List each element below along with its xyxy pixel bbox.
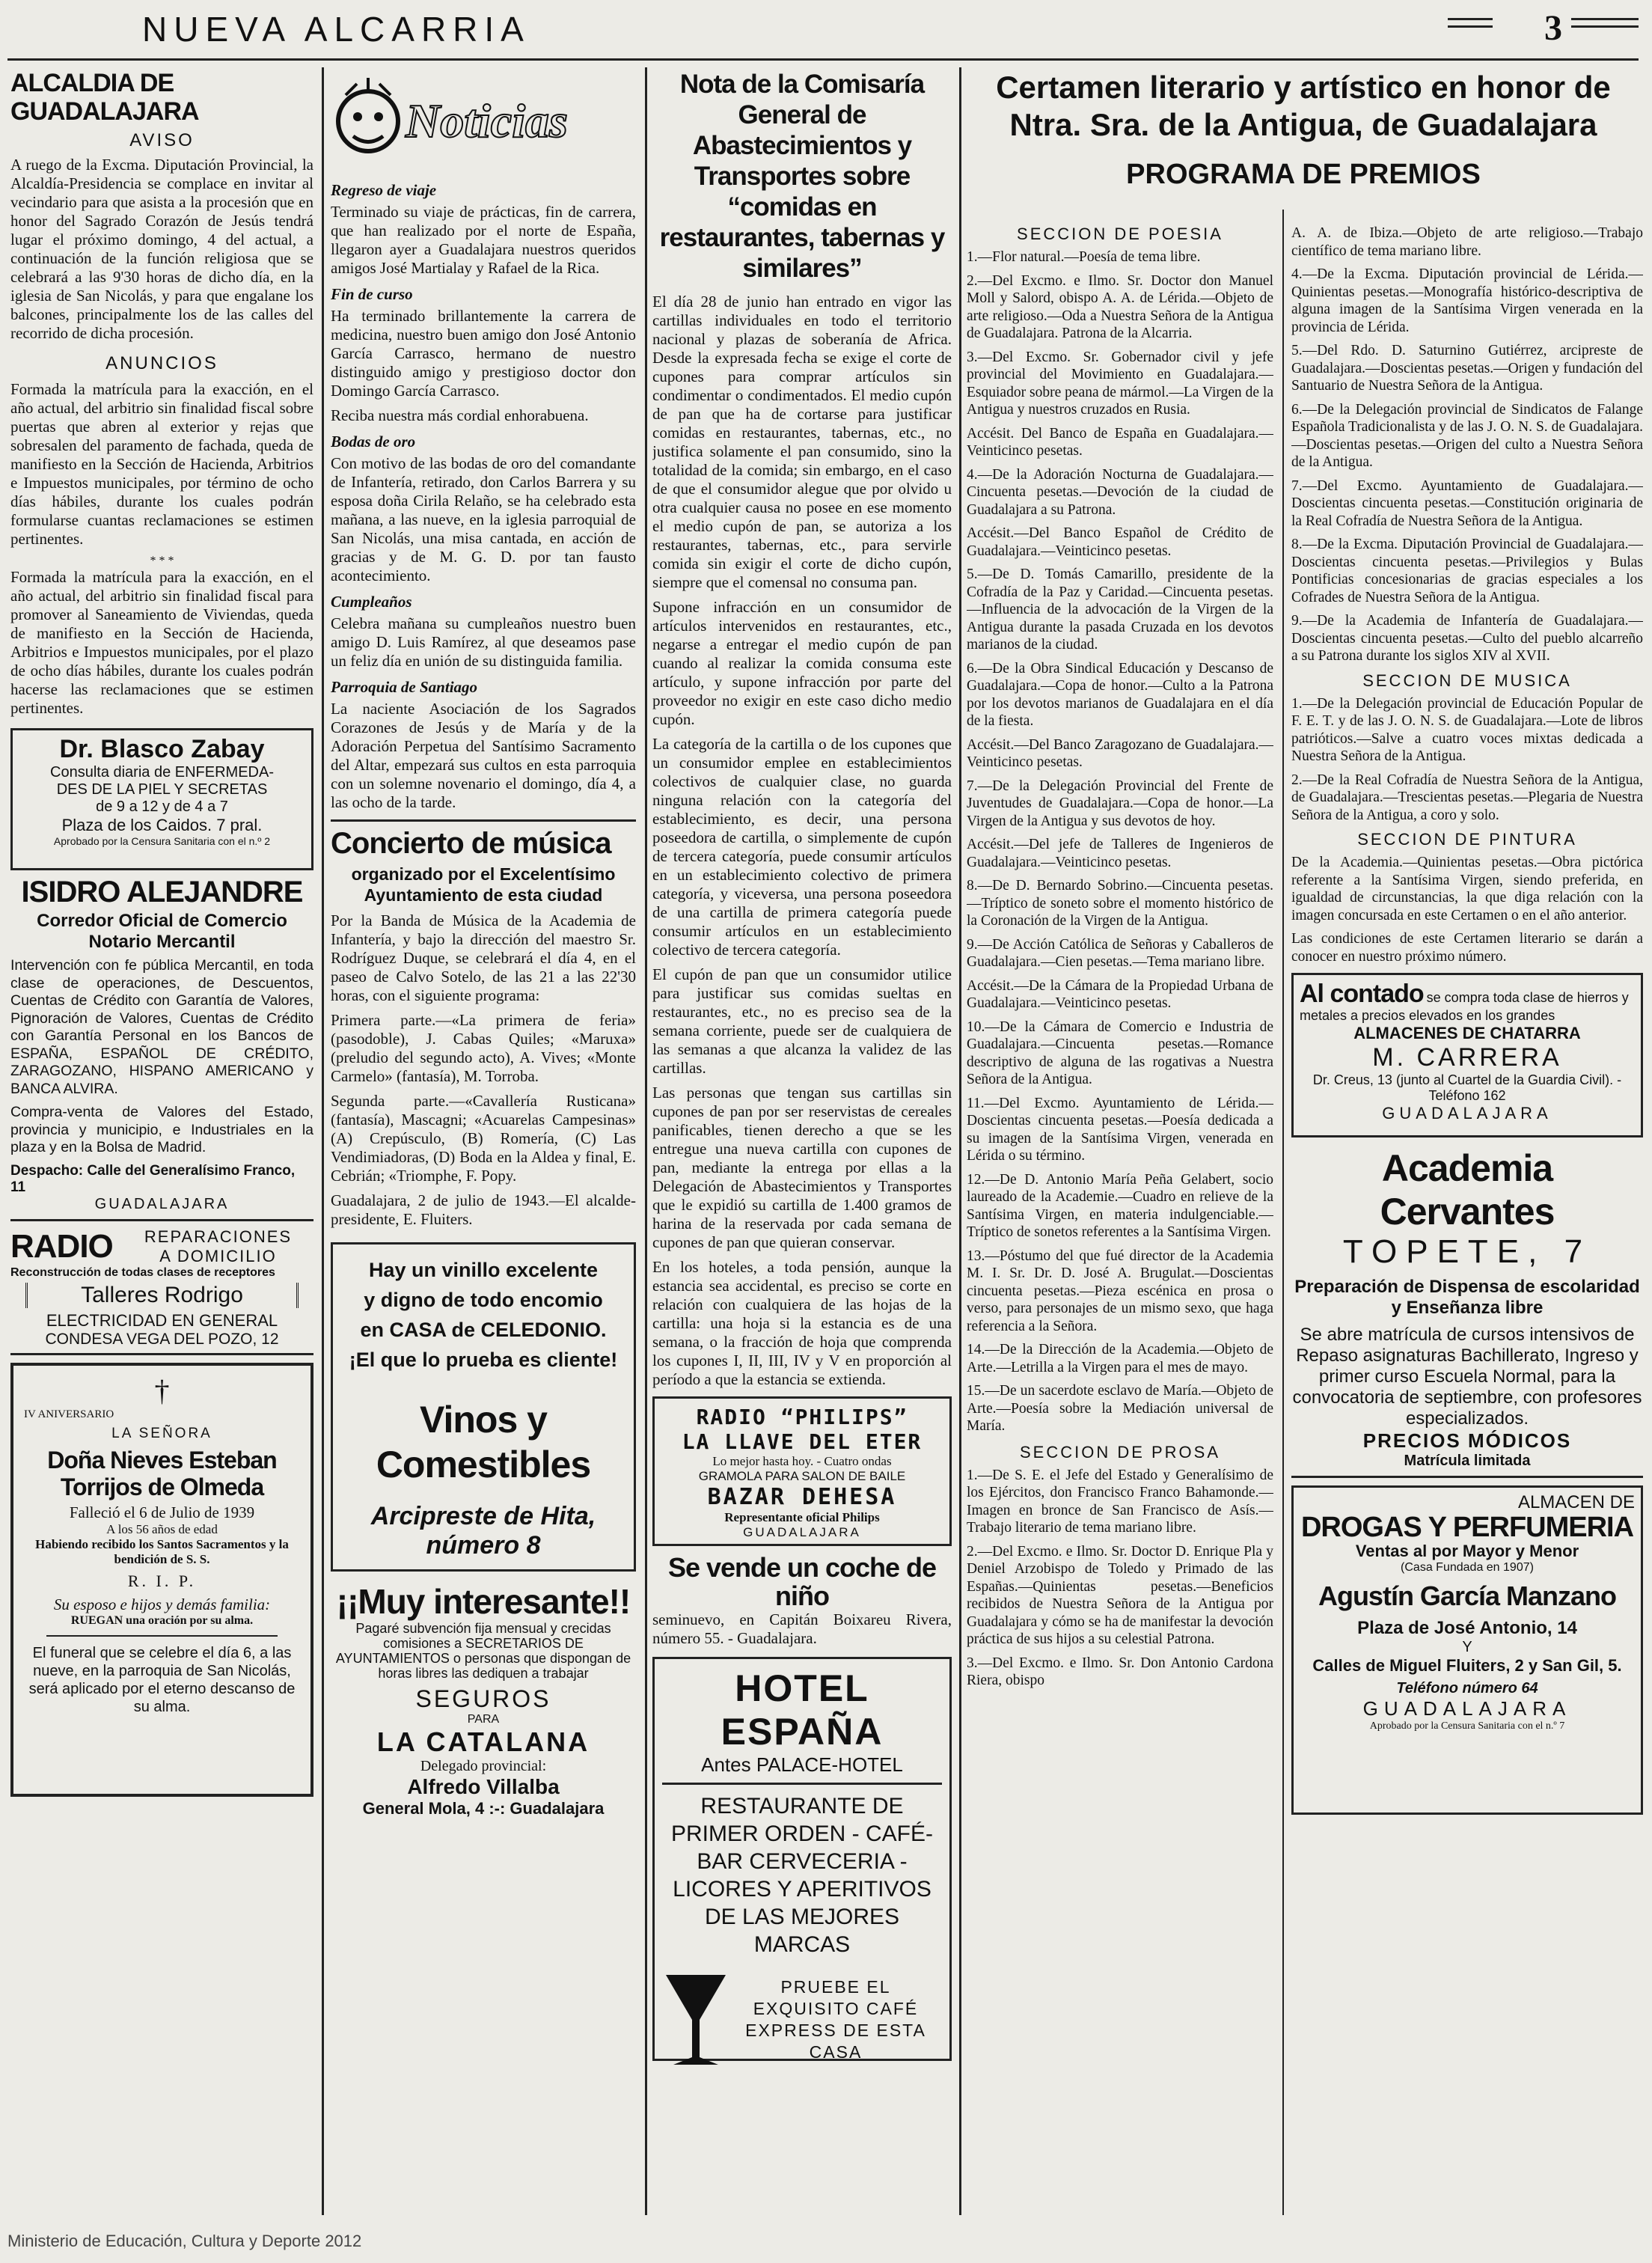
premio-poesia-item: Accésit.—Del Banco Español de Crédito de Guadalajara.—Veinticinco pesetas. bbox=[967, 525, 1273, 559]
obit-aniv: IV ANIVERSARIO bbox=[24, 1408, 114, 1420]
premio-poesia-item: 6.—De la Obra Sindical Educación y Descanso de Guadalajara.—Copa de honor.—Culto a la Patrona por los devotos marianos de Guadalajara en el día de la fiesta. bbox=[967, 660, 1273, 729]
contado-ad bbox=[1291, 973, 1643, 1137]
blasco-line-3: de 9 a 12 y de 4 a 7 bbox=[96, 798, 228, 815]
nota-p5: Las personas que tengan sus cartillas sin cupones de pan por ser reservistas de cereales panificables, tienen derecho a que se les entregue una nueva cartilla con cupones de pan, mediante la entrega por ellas a la Delegación de Abastecimientos y Transportes que le expidió su cartilla de 1.400 gramos de harina de la reservada por cada semana de cupones de pan que quieran conservar. bbox=[652, 1084, 952, 1251]
contado-carrera: M. CARRERA bbox=[1372, 1043, 1562, 1072]
drogas-almacen: ALMACEN DE bbox=[1517, 1492, 1635, 1512]
concert-article bbox=[331, 819, 636, 1229]
celed-line-2: y digno de todo encomio bbox=[364, 1289, 603, 1311]
column-2 bbox=[331, 69, 636, 2224]
para: PARA bbox=[467, 1713, 500, 1726]
alcaldia-title: ALCALDIA DE GUADALAJARA bbox=[10, 69, 199, 126]
aviso-label: AVISO bbox=[129, 130, 195, 150]
academia-address: TOPETE, 7 bbox=[1342, 1233, 1592, 1270]
drogas-ventas: Ventas al por Mayor y Menor bbox=[1355, 1542, 1579, 1560]
drogas-plaza: Plaza de José Antonio, 14 bbox=[1357, 1618, 1577, 1638]
nota-p2: Supone infracción en un consumidor de artículos intervenidos en restaurantes, etc., negarse a entregar el medio cupón de pan cuando al realizar la comida consuma este artículo, y supone infracción por parte del proveedor no exigir en este caso dicho medio cupón. bbox=[652, 598, 952, 728]
radio-line-2: A DOMICILIO bbox=[159, 1246, 277, 1265]
news-1-title: Regreso de viaje bbox=[331, 181, 437, 199]
obit-sac: Habiendo recibido los Santos Sacramentos y la bendición de S. S. bbox=[35, 1536, 289, 1566]
premio-poesia-item: 11.—Del Excmo. Ayuntamiento de Lérida.—Doscientas cincuenta pesetas.—Poesía dedicada a su imagen de la Santísima Virgen, venerada en Lérida o su término. bbox=[967, 1095, 1273, 1164]
news-5-text: La naciente Asociación de los Sagrados Corazones de Jesús y de María y de la Adoración Perpetua del Santísimo Sacramento del Altar, empezará sus cultos en esta parroquia con un solemne novenario el domingo, día 4, a las ocho de la tarde. bbox=[331, 700, 636, 811]
philips-line-6: Representante oficial Philips bbox=[724, 1510, 880, 1524]
celed-line-3: en CASA de CELEDONIO. bbox=[360, 1319, 607, 1341]
column-4b bbox=[1291, 225, 1643, 2223]
academia-ad bbox=[1291, 1146, 1643, 1478]
news-2-text: Ha terminado brillantemente la carrera de medicina, nuestro buen amigo don José Antonio García Carrasco, hermano de nuestro distinguido amigo y prestigioso doctor don Domingo García Carrasco. bbox=[331, 307, 636, 400]
concert-part-2: Segunda parte.—«Cavallería Rusticana» (fantasía), Mascagni; «Acuarelas Campesinas» (A) Crepúsculo, (B) Romería, (C) Las Vendimiadoras, (D) Boda en la Aldea y final, E. Cebrián; «Triomphe, F. Popy. bbox=[331, 1092, 636, 1185]
radio-line-3: Reconstrucción de todas clases de receptores bbox=[10, 1265, 275, 1279]
seguros: SEGUROS bbox=[415, 1685, 551, 1712]
certamen-title: Certamen literario y artístico en honor de Ntra. Sra. de la Antigua, de Guadalajara bbox=[996, 70, 1611, 142]
column-4a bbox=[967, 225, 1273, 2223]
philips-line-2: LA LLAVE DEL ETER bbox=[682, 1429, 923, 1454]
hotel-name: HOTEL ESPAÑA bbox=[721, 1667, 884, 1753]
philips-ad bbox=[652, 1396, 952, 1546]
premio-poesia-item: Accésit.—Del Banco Zaragozano de Guadalajara.—Veinticinco pesetas. bbox=[967, 736, 1273, 770]
blasco-line-2: DES DE LA PIEL Y SECRETAS bbox=[56, 781, 268, 798]
muy-title: ¡¡Muy interesante!! bbox=[336, 1582, 631, 1621]
hotel-ad bbox=[652, 1657, 952, 2061]
celed-line-4: ¡El que lo prueba es cliente! bbox=[349, 1349, 618, 1371]
blasco-line-5: Aprobado por la Censura Sanitaria con el n.º 2 bbox=[53, 835, 271, 847]
celed-line-1: Hay un vinillo excelente bbox=[368, 1259, 599, 1281]
contado-city: GUADALAJARA bbox=[1382, 1104, 1552, 1123]
news-3-text: Con motivo de las bodas de oro del comandante de Infantería, retirado, don Carlos Barrera y su esposa doña Cirila Relaño, se ha celebrado esta mañana, a las nueve, en la iglesia parroquial de San Nicolás, una misa cantada, en acción de gracias y de M. G. D. por tan fausto acontecimiento. bbox=[331, 454, 636, 584]
isidro-text-2: Compra-venta de Valores del Estado, provincia y municipio, e Industriales en la plaza y en la Bolsa de Madrid. bbox=[10, 1104, 313, 1155]
drogas-ad bbox=[1291, 1485, 1643, 1815]
obit-la: LA SEÑORA bbox=[111, 1425, 212, 1441]
coche-title: Se vende un coche de niño bbox=[667, 1552, 937, 1611]
anuncio-2: Formada la matrícula para la exacción, en el año actual, del arbitrio sin finalidad fiscal para promover al Saneamiento de Viviendas, queda de manifiesto en la Sección de Hacienda, Arbitrios e Impuestos municipales, por el plazo de ocho días hábiles, durante los cuales podrán hacerse las reclamaciones que se estimen pertinentes. bbox=[10, 568, 313, 717]
glass-icon bbox=[662, 1967, 729, 2072]
poesia-list bbox=[967, 248, 1273, 1435]
philips-line-7: GUADALAJARA bbox=[743, 1525, 861, 1539]
blasco-name: Dr. Blasco Zabay bbox=[59, 735, 265, 763]
academia-matricula: Matrícula limitada bbox=[1404, 1453, 1531, 1469]
muy-text: Pagaré subvención fija mensual y crecidas comisiones a SECRETARIOS DE AYUNTAMIENTOS o personas que dispongan de horas libres las dediquen a trabajar bbox=[335, 1621, 631, 1681]
coche-ad bbox=[652, 1554, 952, 1648]
hotel-cafe: PRUEBE EL EXQUISITO CAFÉ EXPRESS DE ESTA CASA bbox=[745, 1977, 926, 2062]
column-1 bbox=[10, 69, 313, 2224]
pintura-text: De la Academia.—Quinientas pesetas.—Obra pictórica referente a la Santísima Virgen, siendo preferida, en igualdad de circunstancias, la que diga relación con la imagen concursada en este Certamen o en el año anterior. bbox=[1291, 855, 1643, 923]
prosa-list bbox=[967, 1467, 1273, 1690]
philips-line-4: GRAMOLA PARA SALON DE BAILE bbox=[698, 1469, 906, 1483]
obit-rip: R. I. P. bbox=[127, 1571, 197, 1590]
philips-line-5: BAZAR DEHESA bbox=[707, 1484, 897, 1510]
news-2-text-b: Reciba nuestra más cordial enhorabuena. bbox=[331, 406, 589, 424]
drogas-title: DROGAS Y PERFUMERIA bbox=[1300, 1512, 1634, 1543]
news-5-title: Parroquia de Santiago bbox=[331, 678, 478, 696]
drogas-owner: Agustín García Manzano bbox=[1318, 1581, 1617, 1611]
isidro-text: Intervención con fe pública Mercantil, en toda clase de operaciones, de Descuentos, Cuentas de Crédito con Garantía de Valores, Pignoración de Valores, Cuentas de Crédito con Garantía Personal en los Bancos de ESPAÑA, ESPAÑOL DE CRÉDITO, ZARAGOZANO, HISPANO AMERICANO y BANCA ALVIRA. bbox=[10, 957, 313, 1097]
premio-poesia-item: Accésit. Del Banco de España en Guadalajara.—Veinticinco pesetas. bbox=[967, 425, 1273, 459]
contado-text: se compra toda clase de hierros y metales a precios elevados en los grandes bbox=[1300, 990, 1629, 1023]
contado-title: Al contado bbox=[1300, 980, 1424, 1008]
anuncio-1: Formada la matrícula para la exacción, en el año actual, del arbitrio sin finalidad fiscal sobre puertas que abren al exterior y rejas que sobresalen del paramento de fachada, queda de manifiesto en la Sección de Hacienda, Arbitrios e Impuestos municipales, por término de ocho días hábiles, durante los cuales podrán formularse cuantas reclamaciones se estimen pertinentes. bbox=[10, 380, 313, 548]
obit-name-2: Torrijos de Olmeda bbox=[60, 1473, 264, 1500]
isidro-role-1: Corredor Oficial de Comercio bbox=[37, 911, 287, 931]
news-1-text: Terminado su viaje de prácticas, fin de carrera, que han realizado por el norte de España, llegaron ayer a Guadalajara nuestros queridos amigos José Martialay y Rafael de la Rica. bbox=[331, 203, 636, 277]
catalana-ad bbox=[331, 1582, 636, 1818]
premio-poesia-item: 13.—Póstumo del que fué director de la Academia M. I. Sr. Dr. D. José A. Brugulat.—Doscientas cincuenta pesetas.—Pieza escénica en prosa o verso, para personajes de un mismo sexo, que haga referencia a la Señora. bbox=[967, 1247, 1273, 1334]
nota-p1: El día 28 de junio han entrado en vigor las cartillas individuales en todo el territorio nacional y plazas de soberanía de Africa. Desde la expresada fecha se exige el corte de cupones para comprar artículos sin condimentar o condimentados. El medio cupón de pan que ha de cortarse para justificar comidas en restaurantes, tabernas, etc., no justifica solamente el pan consumido, sino la totalidad de la comida; sin embargo, en el caso de que el consumidor alegue que por olvido u otra cualquier causa no posee en ese momento el medio cupón de pan, se autoriza a los restaurantes, tabernas, etc., para servirle comida sin exigir el corte de dicho cupón, siempre que el comensal no consuma pan. bbox=[652, 293, 952, 591]
catalana-name: LA CATALANA bbox=[376, 1726, 590, 1757]
column-3 bbox=[652, 69, 952, 2224]
masthead bbox=[0, 0, 1652, 67]
obit-name-1: Doña Nieves Esteban bbox=[47, 1446, 277, 1473]
isidro-name: ISIDRO ALEJANDRE bbox=[21, 876, 303, 908]
celedonio-ad bbox=[331, 1242, 636, 1572]
isidro-role-2: Notario Mercantil bbox=[88, 932, 236, 952]
prosa-heading: SECCION DE PROSA bbox=[1019, 1442, 1221, 1462]
obit-family: Su esposo e hijos y demás familia: bbox=[53, 1595, 271, 1613]
academia-text: Se abre matrícula de cursos intensivos de Repaso asignaturas Bachillerato, Ingreso y primer curso Escuela Normal, para la convocatoria de septiembre, con profesores especializados. bbox=[1292, 1325, 1642, 1429]
certamen-header bbox=[967, 69, 1640, 219]
poesia-heading: SECCION DE POESIA bbox=[1017, 225, 1223, 243]
blasco-ad bbox=[10, 728, 313, 870]
concert-text: Por la Banda de Música de la Academia de Infantería, y bajo la dirección del maestro Sr. Rodríguez Duque, se celebrará el día 4, en el paseo de Calvo Sotelo, de las 21 a las 22'30 horas, con el siguiente programa: bbox=[331, 911, 636, 1004]
nota-p4: El cupón de pan que un consumidor utilice para justificar sus comidas sueltas en restaurantes, etc., no es preciso sea de la semana corriente, puede ser de cualquiera de las semanas a que alcanza la validez de las cartillas. bbox=[652, 965, 952, 1077]
philips-line-3: Lo mejor hasta hoy. - Cuatro ondas bbox=[712, 1454, 892, 1468]
premio-poesia-item: 1.—Flor natural.—Poesía de tema libre. bbox=[967, 249, 1201, 265]
radio-line-4: ELECTRICIDAD EN GENERAL bbox=[46, 1310, 278, 1330]
alfredo: Alfredo Villalba bbox=[407, 1775, 560, 1798]
premio-poesia-item: 4.—De la Adoración Nocturna de Guadalajara.—Cincuenta pesetas.—Devoción de la ciudad de Guadalajara a su Patrona. bbox=[967, 466, 1273, 518]
radio-big: RADIO bbox=[10, 1227, 113, 1265]
premio-prosa-item: 1.—De S. E. el Jefe del Estado y Generalísimo de los Ejércitos, don Francisco Franco Bahamonde.—Imagen en bronce de San Francisco de Asís.—Trabajo literario de tema mariano libre. bbox=[967, 1467, 1273, 1536]
concert-date: Guadalajara, 2 de julio de 1943.—El alcalde-presidente, E. Fluiters. bbox=[331, 1191, 636, 1228]
drogas-y: Y bbox=[1462, 1639, 1472, 1655]
academia-name: Academia Cervantes bbox=[1380, 1147, 1555, 1233]
obit-ruegan: RUEGAN una oración por su alma. bbox=[70, 1613, 254, 1627]
drogas-telefono: Teléfono número 64 bbox=[1396, 1680, 1538, 1697]
premio-poesia-item: 15.—De un sacerdote esclavo de María.—Objeto de Arte.—Poesía sobre la Mediación universal de María. bbox=[967, 1383, 1273, 1434]
nota-title: Nota de la Comisaría General de Abastecimientos y Transportes sobre “comidas en restaurantes, tabernas y similares” bbox=[659, 70, 945, 283]
isidro-despacho: Despacho: Calle del Generalísimo Franco, 11 bbox=[10, 1162, 296, 1195]
academia-precios: PRECIOS MÓDICOS bbox=[1362, 1429, 1572, 1452]
premio-poesia-item: 7.—De la Delegación Provincial del Frente de Juventudes de Guadalajara.—Copa de honor.—La Virgen de la Antigua y sus devotos de hoy. bbox=[967, 778, 1273, 829]
premio-poesia-item: Accésit.—Del jefe de Talleres de Ingenieros de Guadalajara.—Veinticinco pesetas. bbox=[967, 837, 1273, 870]
noticias-logo bbox=[331, 69, 636, 174]
blasco-line-4: Plaza de los Caidos. 7 pral. bbox=[61, 816, 263, 834]
drogas-censura: Aprobado por la Censura Sanitaria con el n.º 7 bbox=[1369, 1720, 1565, 1732]
anuncios-label: ANUNCIOS bbox=[105, 353, 218, 373]
radio-name: Talleres Rodrigo bbox=[25, 1283, 299, 1308]
academia-prep: Preparación de Dispensa de escolaridad y Enseñanza libre bbox=[1294, 1277, 1640, 1318]
obituary bbox=[10, 1363, 313, 1797]
isidro-ad bbox=[10, 878, 313, 1221]
premio-item: 8.—De la Excma. Diputación Provincial de Guadalajara.—Doscientas cincuenta pesetas.—Privilegios y Bulas Pontificias concesionarias de gracias especiales a los Cofrades de Nuestra Señora de la Antigua. bbox=[1291, 537, 1643, 605]
concert-part-1: Primera parte.—«La primera de feria» (pasodoble), J. Cabas Quiles; «Maruxa» (preludio del segundo acto), A. Vives; «Monte Carmelo» (fantasía), M. Torroba. bbox=[331, 1011, 636, 1085]
obit-cross: † bbox=[154, 1373, 170, 1408]
premio-poesia-item: 14.—De la Dirección de la Academia.—Objeto de Arte.—Letrilla a la Virgen para el mes de mayo. bbox=[967, 1342, 1273, 1375]
radio-ad bbox=[10, 1227, 313, 1355]
noticias-title: Noticias bbox=[406, 94, 568, 147]
drogas-fundada: (Casa Fundada en 1907) bbox=[1401, 1561, 1534, 1574]
concert-title: Concierto de música bbox=[331, 827, 611, 860]
pintura-text-2: Las condiciones de este Certamen literario se darán a conocer en nuestro próximo número. bbox=[1291, 931, 1643, 965]
contado-address: Dr. Creus, 13 (junto al Cuartel de la Guardia Civil). - Teléfono 162 bbox=[1312, 1072, 1622, 1103]
news-4-text: Celebra mañana su cumpleaños nuestro buen amigo D. Luis Ramírez, al que deseamos pase un feliz día en unión de su distinguida familia. bbox=[331, 614, 636, 670]
premio-poesia-item: 8.—De D. Bernardo Sobrino.—Cincuenta pesetas.—Tríptico de soneto sobre el momento histórico de la Coronación de la Virgen de la Antigua. bbox=[967, 878, 1273, 929]
premio-poesia-item: Accésit.—De la Cámara de la Propiedad Urbana de Guadalajara.—Veinticinco pesetas. bbox=[967, 977, 1273, 1011]
premio-prosa-item: 3.—Del Excmo. e Ilmo. Sr. Don Antonio Cardona Riera, obispo bbox=[967, 1655, 1273, 1688]
coche-text: seminuevo, en Capitán Boixareu Rivera, número 55. - Guadalajara. bbox=[652, 1610, 952, 1647]
radio-line-5: CONDESA VEGA DEL POZO, 12 bbox=[45, 1330, 279, 1348]
radio-line-1: REPARACIONES bbox=[144, 1227, 293, 1246]
premio-item: 9.—De la Academia de Infantería de Guadalajara.—Doscientas cincuenta pesetas.—Culto del pueblo alcarreño a su Patrona durante los siglos XIV al XVII. bbox=[1291, 613, 1643, 664]
drogas-calles: Calles de Miguel Fluiters, 2 y San Gil, 5. bbox=[1312, 1656, 1622, 1675]
premio-item: 6.—De la Delegación provincial de Sindicatos de Falange Española Tradicionalista y de las J. O. N. S. de Guadalajara.—Doscientas pesetas.—Origen del culto a Nuestra Señora de la Antigua. bbox=[1291, 401, 1643, 470]
delegado: Delegado provincial: bbox=[420, 1758, 547, 1774]
pintura-heading: SECCION DE PINTURA bbox=[1357, 830, 1577, 849]
premio-poesia-item: 12.—De D. Antonio María Peña Gelabert, socio laureado de la Academie.—Cuadro en relieve de la Santísima Virgen, en materia indulgenciable.—Tríptico de sonetos referentes a la Santísima Virgen. bbox=[967, 1171, 1273, 1240]
news-2-title: Fin de curso bbox=[331, 285, 413, 303]
contado-almacenes: ALMACENES DE CHATARRA bbox=[1353, 1024, 1581, 1042]
newspaper-title: NUEVA ALCARRIA bbox=[142, 10, 530, 49]
obit-funeral: El funeral que se celebre el día 6, a las nueve, en la parroquia de San Nicolás, será aplicado por el eterno descanso de su alma. bbox=[28, 1644, 296, 1715]
hotel-services: RESTAURANTE DE PRIMER ORDEN - CAFÉ-BAR CERVECERIA - LICORES Y APERITIVOS DE LAS MEJORES MARCAS bbox=[670, 1794, 933, 1957]
musica-list bbox=[1291, 695, 1643, 825]
premio-musica-item: 1.—De la Delegación provincial de Educación Popular de F. E. T. y de las J. O. N. S. de Guadalajara.—Lote de libros patrióticos.—Salve a cuatro voces mixtas dedicada a Nuestra Señora de la Antigua. bbox=[1291, 695, 1643, 764]
premios-list-continued bbox=[1291, 225, 1643, 665]
premio-poesia-item: 3.—Del Excmo. Sr. Gobernador civil y jefe provincial del Movimiento en Guadalajara.—Esquiador sobre peana de mármol.—La Virgen de la Antigua y nuestros cruzados en Rusia. bbox=[967, 349, 1273, 418]
drogas-city: GUADALAJARA bbox=[1362, 1697, 1572, 1720]
isidro-city: GUADALAJARA bbox=[94, 1195, 230, 1212]
premio-item: A. A. de Ibiza.—Objeto de arte religioso.—Trabajo científico de tema mariano libre. bbox=[1291, 225, 1643, 259]
news-4-title: Cumpleaños bbox=[331, 593, 412, 611]
mola: General Mola, 4 :-: Guadalajara bbox=[362, 1799, 605, 1818]
premio-item: 7.—Del Excmo. Ayuntamiento de Guadalajara.—Doscientas cincuenta pesetas.—Constitución originaria de la Real Cofradía de Nuestra Señora de la Antigua. bbox=[1291, 477, 1643, 529]
page-number: 3 bbox=[1544, 8, 1562, 48]
separator: * * * bbox=[150, 555, 174, 567]
obit-age: A los 56 años de edad bbox=[106, 1521, 218, 1536]
nota-p6: En los hoteles, a toda pensión, aunque la estancia sea accidental, es preciso se corte en relación con cualquiera de las hojas de la cartilla: una hoja si la estancia es de una semana, o la fracción de hoja que comprenda los cupones I, II, III, IV y V en proporción al período a que la estancia se extienda. bbox=[652, 1258, 952, 1388]
vinos-title: Vinos y Comestibles bbox=[376, 1399, 591, 1485]
vinos-address: Arcipreste de Hita, número 8 bbox=[370, 1502, 596, 1560]
blasco-line-1: Consulta diaria de ENFERMEDA- bbox=[50, 764, 274, 781]
hotel-former: Antes PALACE-HOTEL bbox=[662, 1753, 942, 1785]
premio-poesia-item: 5.—De D. Tomás Camarillo, presidente de la Cofradía de la Paz y Caridad.—Cincuenta pesetas.—Influencia de la advocación de la Virgen de la Antigua durante la pasada Cruzada en los devotos marianos de la ciudad. bbox=[967, 566, 1273, 653]
premio-prosa-item: 2.—Del Excmo. e Ilmo. Sr. Doctor D. Enrique Pla y Deniel Arzobispo de Toledo y Primado de las Españas.—Quinientas pesetas.—Beneficios recibidos de Nuestra Señora de la Antigua por Guadalajara y cómo se ha de manifestar la devoción práctica de sus hijos a su celestial Patrona. bbox=[967, 1543, 1273, 1647]
news-3-title: Bodas de oro bbox=[331, 433, 416, 451]
obit-died: Falleció el 6 de Julio de 1939 bbox=[69, 1503, 255, 1521]
premio-item: 5.—Del Rdo. D. Saturnino Gutiérrez, arcipreste de Guadalajara.—Doscientas pesetas.—Origen y fundación del Santuario de Nuestra Señora de la Antigua. bbox=[1291, 343, 1643, 394]
premio-poesia-item: 10.—De la Cámara de Comercio e Industria de Guadalajara.—Cincuenta pesetas.—Romance descriptivo de alguna de las rogativas a Nuestra Señora de la Antigua. bbox=[967, 1018, 1273, 1087]
philips-line-1: RADIO “PHILIPS” bbox=[696, 1405, 908, 1429]
concert-subtitle: organizado por el Excelentísimo Ayuntamiento de esta ciudad bbox=[351, 864, 616, 905]
aviso-text: A ruego de la Excma. Diputación Provincial, la Alcaldía-Presidencia se complace en invitar al vecindario para que asista a la procesión que en honor del Sagrado Corazón de Jesús tendrá lugar el próximo domingo, 4 del actual, a continuación de la función religiosa que se celebrará a las 9'30 horas de dicho día, en la iglesia de San Nicolás, y para que engalane los balcones, principalmente los de las calles del recorrido de dicha procesión. bbox=[10, 156, 313, 342]
premio-musica-item: 2.—De la Real Cofradía de Nuestra Señora de la Antigua, de Guadalajara.—Trescientas pesetas.—Plegaria de Nuestra Señora de la Antigua, a coro y solo. bbox=[1291, 772, 1643, 823]
face-icon bbox=[331, 76, 406, 166]
musica-heading: SECCION DE MUSICA bbox=[1362, 671, 1572, 690]
premio-item: 4.—De la Excma. Diputación provincial de Lérida.—Quinientas pesetas.—Monografía histórico-descriptiva de alguna imagen de la Santísima Virgen venerada en la provincia de Lérida. bbox=[1291, 266, 1643, 335]
nota-p3: La categoría de la cartilla o de los cupones que un consumidor emplee en establecimientos colectivos de cualquier clase, no guarda ninguna relación con la categoría del establecimiento, es decir, una persona poseedora de cartilla, o simplemente de cupón de tercera categoría, puede consumir artículos en un establecimiento colectivo de primera categoría, y viceversa, una persona poseedora de una cartilla de primera categoría puede consumir artículos en un establecimiento colectivo de tercera categoría. bbox=[652, 735, 952, 959]
premio-poesia-item: 2.—Del Excmo. e Ilmo. Sr. Doctor don Manuel Moll y Salord, obispo A. A. de Lérida.—Objeto de arte religioso.—Oda a Nuestra Señora de la Antigua de Guadalajara. Patrona de la Alcarria. bbox=[967, 272, 1273, 341]
programa-title: PROGRAMA DE PREMIOS bbox=[1126, 159, 1481, 190]
premio-poesia-item: 9.—De Acción Católica de Señoras y Caballeros de Guadalajara.—Cien pesetas.—Tema mariano libre. bbox=[967, 936, 1273, 970]
footer-credit: Ministerio de Educación, Cultura y Deporte 2012 bbox=[7, 2232, 362, 2250]
